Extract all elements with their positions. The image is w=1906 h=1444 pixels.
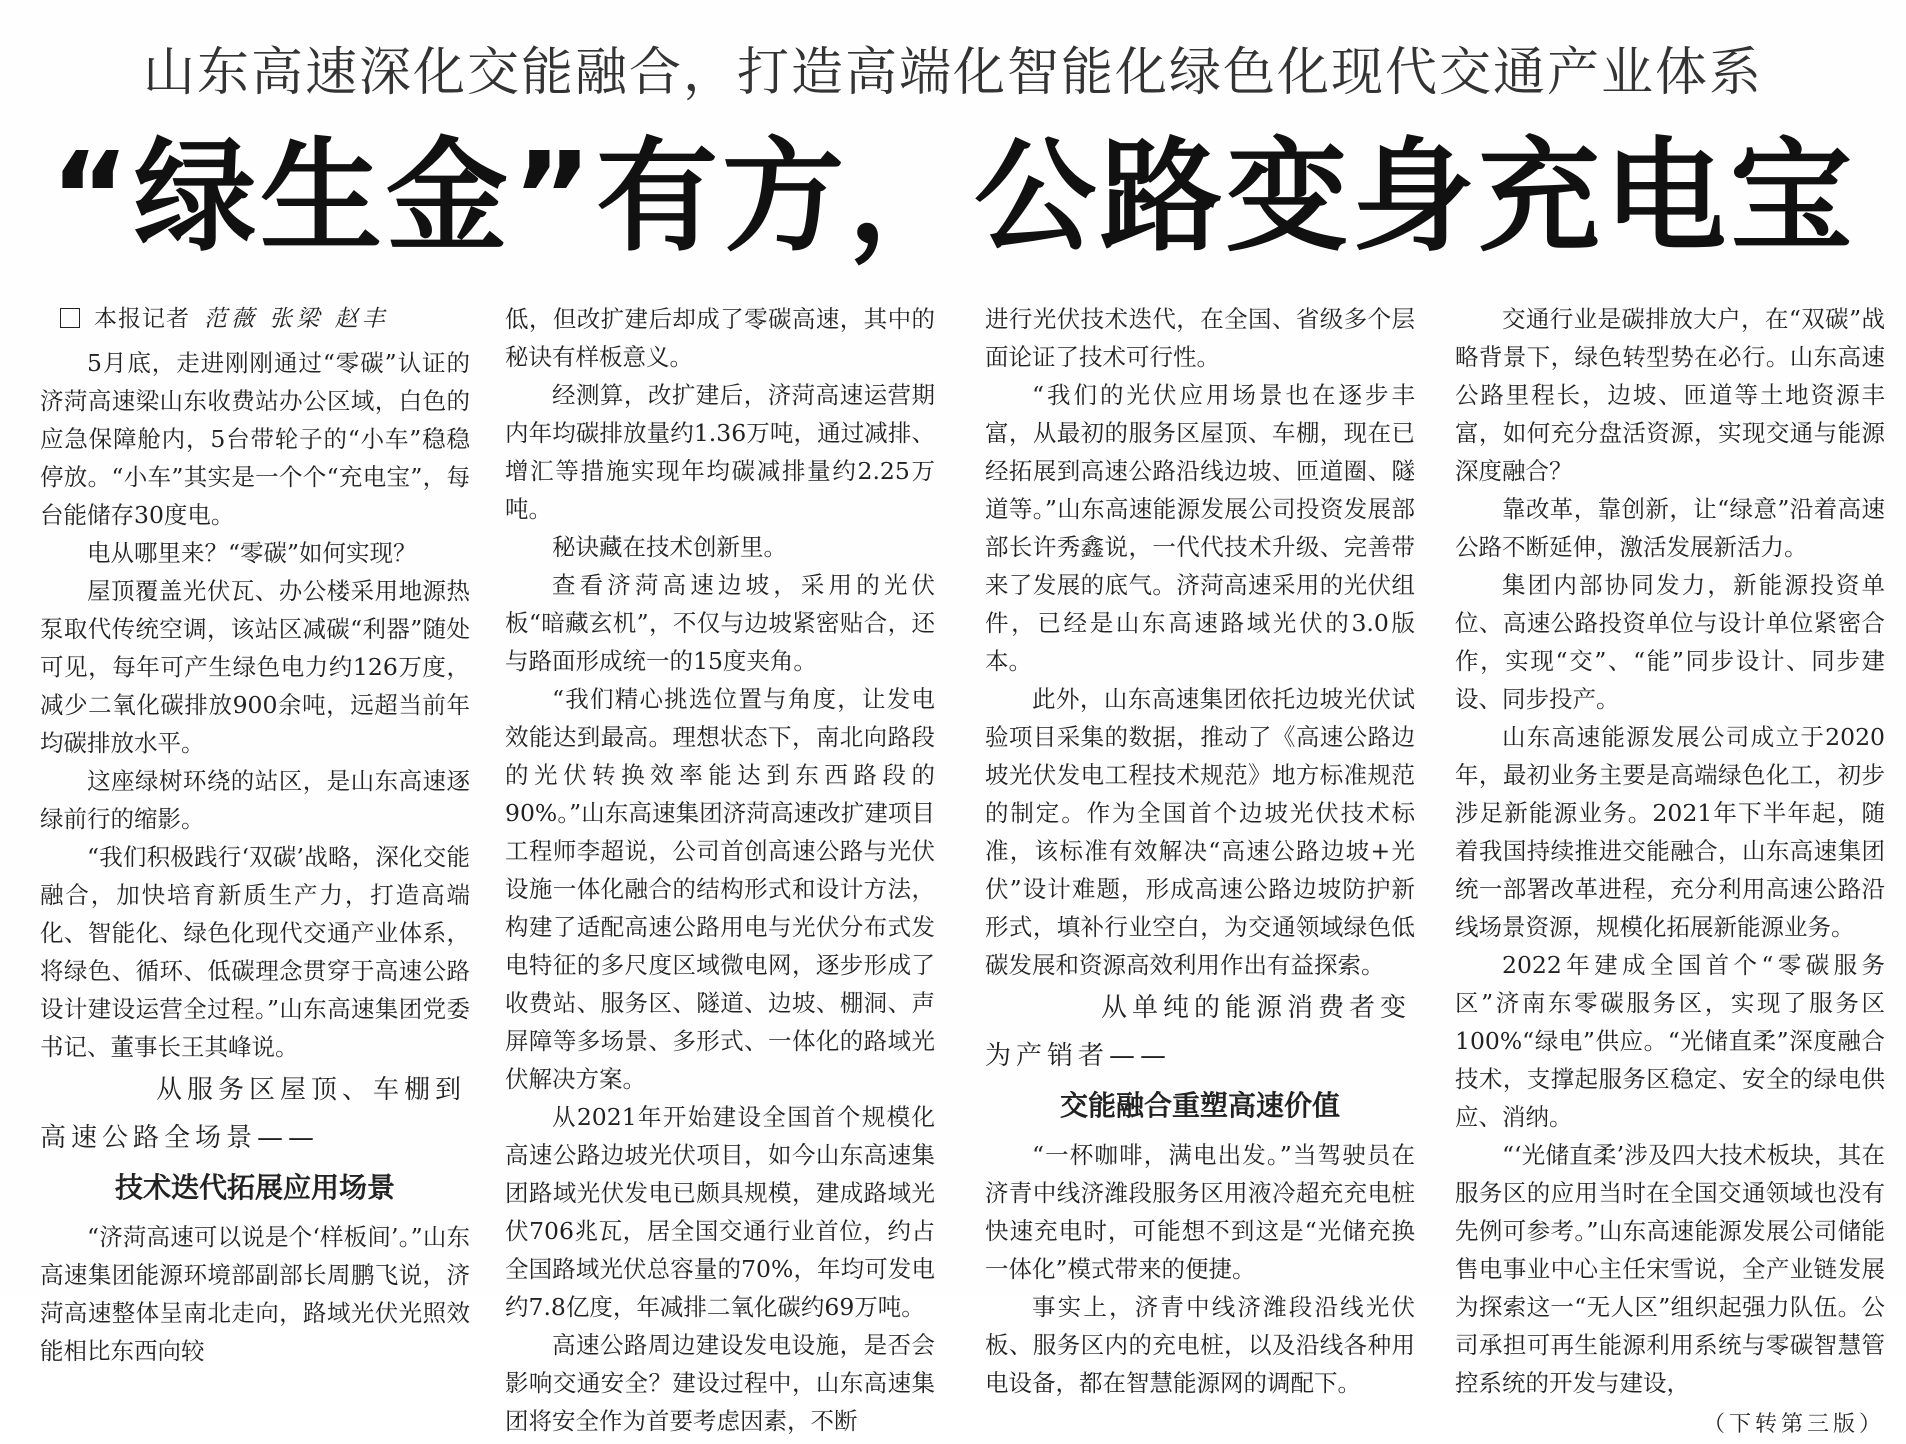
paragraph: 事实上，济青中线济潍段沿线光伏板、服务区内的充电桩，以及沿线各种用电设备，都在智慧能源网的调配下。	[985, 1293, 1415, 1397]
paragraph: “一杯咖啡，满电出发。”当驾驶员在济青中线济潍段服务区用液冷超充充电桩快速充电时，可能想不到这是“光储充换一体化”模式带来的便捷。	[985, 1141, 1415, 1283]
paragraph: “‘光储直柔’涉及四大技术板块，其在服务区的应用当时在全国交通领域也没有先例可参考。”山东高速能源发展公司储能售电事业中心主任宋雪说，全产业链发展为探索这一“无人区”组织起强力队伍。公司承担可再生能源利用系统与零碳智慧管控系统的开发与建设，	[1455, 1141, 1885, 1397]
paragraph: “我们的光伏应用场景也在逐步丰富，从最初的服务区屋顶、车棚，现在已经拓展到高速公路沿线边坡、匝道圈、隧道等。”山东高速能源发展公司投资发展部部长许秀鑫说，一代代技术升级、完善带来了发展的底气。济菏高速采用的光伏组件，已经是山东高速路域光伏的3.0版本。	[985, 381, 1415, 675]
paragraph: “济菏高速可以说是个‘样板间’。”山东高速集团能源环境部副部长周鹏飞说，济菏高速整体呈南北走向，路域光伏光照效能相比东西向较	[40, 1223, 470, 1365]
paragraph: 山东高速能源发展公司成立于2020年，最初业务主要是高端绿色化工，初步涉足新能源业务。2021年下半年起，随着我国持续推进交能融合，山东高速集团统一部署改革进程，充分利用高速公路沿线场景资源，规模化拓展新能源业务。	[1455, 723, 1885, 941]
paragraph: 集团内部协同发力，新能源投资单位、高速公路投资单位与设计单位紧密合作，实现“交”、“能”同步设计、同步建设、同步投产。	[1455, 571, 1885, 713]
paragraph: 经测算，改扩建后，济菏高速运营期内年均碳排放量约1.36万吨，通过减排、增汇等措施实现年均碳减排量约2.25万吨。	[505, 381, 935, 523]
paragraph: 5月底，走进刚刚通过“零碳”认证的济菏高速梁山东收费站办公区域，白色的应急保障舱内，5台带轮子的“小车”稳稳停放。“小车”其实是一个个“充电宝”，每台能储存30度电。	[40, 349, 470, 529]
paragraph: 低，但改扩建后却成了零碳高速，其中的秘诀有样板意义。	[505, 305, 935, 371]
continued-notice: （下转第三版）	[1702, 1412, 1885, 1437]
paragraph: 交通行业是碳排放大户，在“双碳”战略背景下，绿色转型势在必行。山东高速公路里程长，边坡、匝道等土地资源丰富，如何充分盘活资源，实现交通与能源深度融合？	[1455, 305, 1885, 485]
paragraph: 高速公路周边建设发电设施，是否会影响交通安全？建设过程中，山东高速集团将安全作为首要考虑因素，不断	[505, 1331, 935, 1435]
paragraph: 电从哪里来？“零碳”如何实现？	[87, 539, 417, 567]
paragraph: 查看济菏高速边坡，采用的光伏板“暗藏玄机”，不仅与边坡紧密贴合，还与路面形成统一的15度夹角。	[505, 571, 935, 675]
section-title: 技术迭代拓展应用场景	[114, 1171, 395, 1204]
section-kicker: 为产销者——	[985, 1041, 1172, 1071]
paragraph: 2022年建成全国首个“零碳服务区”济南东零碳服务区，实现了服务区100%“绿电”供应。“光储直柔”深度融合技术，支撑起服务区稳定、安全的绿电供应、消纳。	[1455, 951, 1885, 1131]
article-column-2	[505, 300, 935, 1435]
section-kicker: 高速公路全场景——	[40, 1123, 320, 1153]
subheadline: 山东高速深化交能融合，打造高端化智能化绿色化现代交通产业体系	[142, 43, 1763, 103]
paragraph: 从2021年开始建设全国首个规模化高速公路边坡光伏项目，如今山东高速集团路域光伏发电已颇具规模，建成路域光伏706兆瓦，居全国交通行业首位，约占全国路域光伏总容量的70%，年均可发电约7.8亿度，年减排二氧化碳约69万吨。	[505, 1103, 935, 1321]
byline	[40, 300, 470, 338]
paragraph: 靠改革，靠创新，让“绿意”沿着高速公路不断延伸，激活发展新活力。	[1455, 495, 1885, 561]
byline-names: 范薇 张梁 赵丰	[204, 306, 389, 332]
article-column-1	[40, 300, 470, 1365]
article-column-3	[985, 300, 1415, 1397]
byline-box-icon	[60, 308, 80, 328]
headline: “绿生金”有方，公路变身充电宝	[49, 126, 1857, 268]
section-kicker: 从单纯的能源消费者变	[1100, 993, 1411, 1023]
paragraph: 进行光伏技术迭代，在全国、省级多个层面论证了技术可行性。	[985, 305, 1415, 371]
paragraph: 屋顶覆盖光伏瓦、办公楼采用地源热泵取代传统空调，该站区减碳“利器”随处可见，每年可产生绿色电力约126万度，减少二氧化碳排放900余吨，远超当前年均碳排放水平。	[40, 577, 470, 757]
paragraph: 这座绿树环绕的站区，是山东高速逐绿前行的缩影。	[40, 767, 470, 833]
section-title: 交能融合重塑高速价值	[1059, 1089, 1340, 1122]
article-column-4	[1455, 300, 1885, 1437]
section-kicker: 从服务区屋顶、车棚到	[155, 1075, 466, 1105]
paragraph: “我们精心挑选位置与角度，让发电效能达到最高。理想状态下，南北向路段的光伏转换效率能达到东西路段的90%。”山东高速集团济菏高速改扩建项目工程师李超说，公司首创高速公路与光伏设施一体化融合的结构形式和设计方法，构建了适配高速公路用电与光伏分布式发电特征的多尺度区域微电网，逐步形成了收费站、服务区、隧道、边坡、棚洞、声屏障等多场景、多形式、一体化的路域光伏解决方案。	[505, 685, 935, 1093]
paragraph: “我们积极践行‘双碳’战略，深化交能融合，加快培育新质生产力，打造高端化、智能化、绿色化现代交通产业体系，将绿色、循环、低碳理念贯穿于高速公路设计建设运营全过程。”山东高速集团党委书记、董事长王其峰说。	[40, 843, 470, 1061]
paragraph: 秘诀藏在技术创新里。	[552, 533, 787, 561]
paragraph: 此外，山东高速集团依托边坡光伏试验项目采集的数据，推动了《高速公路边坡光伏发电工程技术规范》地方标准规范的制定。作为全国首个边坡光伏技术标准，该标准有效解决“高速公路边坡+光伏”设计难题，形成高速公路边坡防护新形式，填补行业空白，为交通领域绿色低碳发展和资源高效利用作出有益探索。	[985, 685, 1415, 979]
byline-role: 本报记者	[94, 306, 190, 332]
